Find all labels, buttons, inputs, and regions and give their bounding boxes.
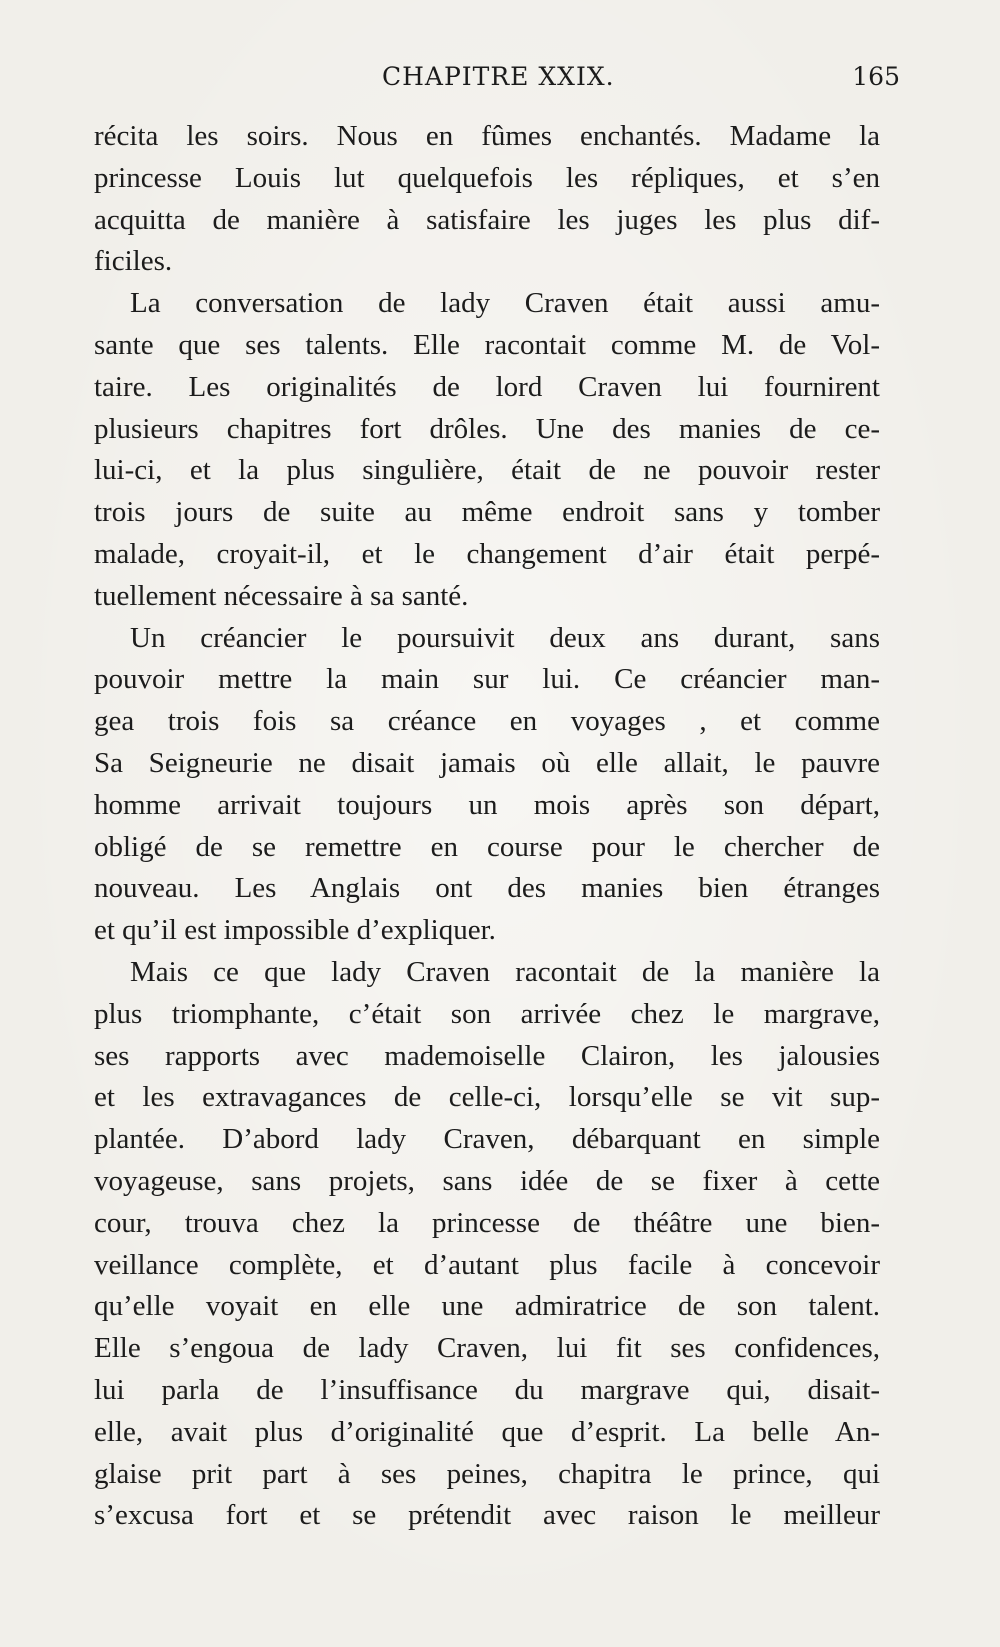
text-line: nouveau. Les Anglais ont des manies bien étranges	[94, 872, 880, 905]
text-line: sante que ses talents. Elle racontait comme M. de Vol-	[94, 328, 880, 361]
text-line: lui-ci, et la plus singulière, était de ne pouvoir rester	[94, 454, 880, 487]
text-line: La conversation de lady Craven était aussi amu-	[130, 287, 880, 320]
page-number: 165	[852, 62, 900, 91]
text-line: obligé de se remettre en course pour le chercher de	[94, 830, 880, 863]
text-line: et qu’il est impossible d’expliquer.	[94, 914, 496, 947]
text-line: ses rapports avec mademoiselle Clairon, les jalousies	[94, 1039, 880, 1072]
text-line: malade, croyait-il, et le changement d’air était perpé-	[94, 537, 880, 570]
page-header	[100, 62, 900, 102]
text-line: plusieurs chapitres fort drôles. Une des manies de ce-	[94, 412, 880, 445]
text-line: Elle s’engoua de lady Craven, lui fit ses confidences,	[94, 1332, 880, 1365]
text-line: plus triomphante, c’était son arrivée chez le margrave,	[94, 997, 880, 1030]
body-text	[94, 116, 880, 1537]
text-line: trois jours de suite au même endroit sans y tomber	[94, 496, 880, 529]
text-line: cour, trouva chez la princesse de théâtre une bien-	[94, 1206, 880, 1239]
text-line: taire. Les originalités de lord Craven lui fournirent	[94, 370, 880, 403]
text-line: gea trois fois sa créance en voyages , et comme	[94, 705, 880, 738]
text-line: ficiles.	[94, 245, 173, 278]
text-line: tuellement nécessaire à sa santé.	[94, 579, 469, 612]
text-line: Mais ce que lady Craven racontait de la manière la	[130, 955, 880, 988]
text-line: acquitta de manière à satisfaire les juges les plus dif-	[94, 203, 880, 236]
text-line: Un créancier le poursuivit deux ans durant, sans	[130, 621, 880, 654]
running-title: CHAPITRE XXIX.	[382, 62, 615, 91]
text-line: qu’elle voyait en elle une admiratrice de son talent.	[94, 1290, 880, 1323]
text-line: voyageuse, sans projets, sans idée de se fixer à cette	[94, 1164, 880, 1197]
text-line: et les extravagances de celle-ci, lorsqu’elle se vit sup-	[94, 1081, 880, 1114]
text-line: lui parla de l’insuffisance du margrave qui, disait-	[94, 1373, 880, 1406]
text-line: glaise prit part à ses peines, chapitra le prince, qui	[94, 1457, 880, 1490]
text-line: récita les soirs. Nous en fûmes enchantés. Madame la	[94, 120, 880, 152]
text-line: plantée. D’abord lady Craven, débarquant en simple	[94, 1123, 880, 1156]
text-line: veillance complète, et d’autant plus facile à concevoir	[94, 1248, 880, 1281]
text-line: pouvoir mettre la main sur lui. Ce créancier man-	[94, 663, 880, 696]
text-line: princesse Louis lut quelquefois les répliques, et s’en	[94, 161, 880, 194]
text-line: s’excusa fort et se prétendit avec raison le meilleur	[94, 1499, 880, 1532]
text-line: elle, avait plus d’originalité que d’esprit. La belle An-	[94, 1415, 880, 1448]
text-line: homme arrivait toujours un mois après son départ,	[94, 788, 880, 821]
text-line: Sa Seigneurie ne disait jamais où elle allait, le pauvre	[94, 746, 880, 779]
